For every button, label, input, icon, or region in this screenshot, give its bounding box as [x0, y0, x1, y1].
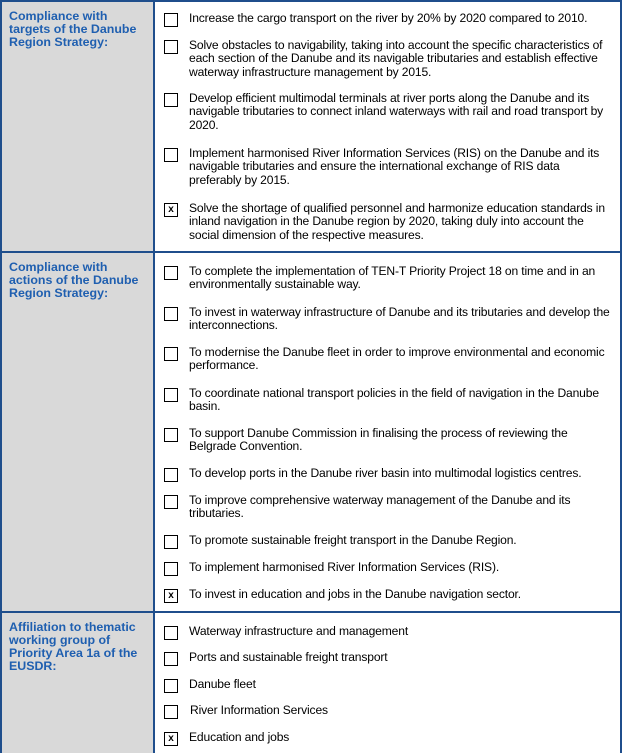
section-options	[155, 253, 620, 611]
checkbox[interactable]	[164, 13, 178, 27]
item-text: To implement harmonised River Information Services (RIS).	[189, 560, 500, 574]
checkbox[interactable]	[164, 428, 178, 442]
list-item	[164, 202, 614, 242]
list-item	[164, 588, 614, 603]
item-text: To complete the implementation of TEN-T Priority Project 18 on time and in an environmentally sustainable way.	[189, 264, 596, 292]
checkbox[interactable]	[164, 535, 178, 549]
item-text: Education and jobs	[189, 730, 290, 744]
item-text: Danube fleet	[189, 677, 256, 691]
checkbox[interactable]	[164, 347, 178, 361]
checkbox-checked[interactable]: x	[164, 732, 178, 746]
section-options	[155, 2, 620, 251]
checkbox[interactable]	[164, 93, 178, 107]
checkbox[interactable]	[164, 388, 178, 402]
item-text: To support Danube Commission in finalising the process of reviewing the Belgrade Convention.	[189, 426, 568, 454]
item-text: To modernise the Danube fleet in order to improve environmental and economic performance.	[189, 345, 605, 373]
checkbox[interactable]	[164, 40, 178, 54]
checkbox-checked[interactable]: x	[164, 203, 178, 217]
item-text: To invest in waterway infrastructure of Danube and its tributaries and develop the interconnections.	[189, 305, 610, 333]
section-label: Affiliation to thematic working group of Priority Area 1a of the EUSDR:	[2, 613, 155, 753]
checkbox[interactable]	[164, 652, 178, 666]
list-item	[164, 265, 614, 292]
list-item	[164, 494, 614, 521]
list-item	[164, 387, 614, 414]
list-item	[164, 147, 614, 187]
list-item	[164, 427, 614, 454]
item-text: To coordinate national transport policies in the field of navigation in the Danube basin.	[189, 386, 599, 414]
list-item	[164, 306, 614, 333]
checkbox[interactable]	[164, 705, 178, 719]
item-text: To promote sustainable freight transport in the Danube Region.	[189, 533, 517, 547]
checkbox[interactable]	[164, 468, 178, 482]
list-item	[164, 678, 614, 693]
section-actions	[2, 251, 620, 611]
checkbox[interactable]	[164, 495, 178, 509]
item-text: To improve comprehensive waterway management of the Danube and its tributaries.	[189, 493, 571, 521]
list-item	[164, 731, 614, 746]
item-text: Solve the shortage of qualified personnel and harmonize education standards in inland navigation in the Danube region by 2020, taking duly into account the social dimension of the respective measures.	[189, 201, 605, 242]
checkbox[interactable]	[164, 266, 178, 280]
item-text: River Information Services	[190, 703, 328, 717]
checkbox[interactable]	[164, 562, 178, 576]
list-item	[164, 39, 614, 79]
section-targets	[2, 2, 620, 251]
item-text: Develop efficient multimodal terminals at river ports along the Danube and its navigable tributaries to connect inland waterways with rail and road transport by 2020.	[189, 91, 604, 132]
list-item	[164, 704, 614, 719]
item-text: Solve obstacles to navigability, taking into account the specific characteristics of each section of the Danube and its navigable tributaries and establish effective waterway infrastructure management by 2015.	[189, 38, 603, 79]
list-item	[164, 561, 614, 576]
item-text: To develop ports in the Danube river basin into multimodal logistics centres.	[189, 466, 582, 480]
section-label: Compliance with actions of the Danube Region Strategy:	[2, 253, 155, 611]
item-text: Increase the cargo transport on the river by 20% by 2020 compared to 2010.	[189, 11, 588, 25]
list-item	[164, 625, 614, 640]
item-text: To invest in education and jobs in the Danube navigation sector.	[189, 587, 521, 601]
section-label: Compliance with targets of the Danube Region Strategy:	[2, 2, 155, 251]
checkbox-checked[interactable]: x	[164, 589, 178, 603]
list-item	[164, 651, 614, 666]
list-item	[164, 467, 614, 482]
list-item	[164, 534, 614, 549]
section-options	[155, 613, 620, 753]
checkbox[interactable]	[164, 626, 178, 640]
item-text: Implement harmonised River Information Services (RIS) on the Danube and its navigable tributaries and ensure the international exchange of RIS data preferably by 2015.	[189, 146, 600, 187]
checkbox[interactable]	[164, 679, 178, 693]
list-item	[164, 92, 614, 132]
list-item	[164, 12, 614, 27]
item-text: Ports and sustainable freight transport	[189, 650, 388, 664]
section-affiliation	[2, 611, 620, 753]
checkbox[interactable]	[164, 148, 178, 162]
item-text: Waterway infrastructure and management	[189, 624, 409, 638]
checkbox[interactable]	[164, 307, 178, 321]
list-item	[164, 346, 614, 373]
